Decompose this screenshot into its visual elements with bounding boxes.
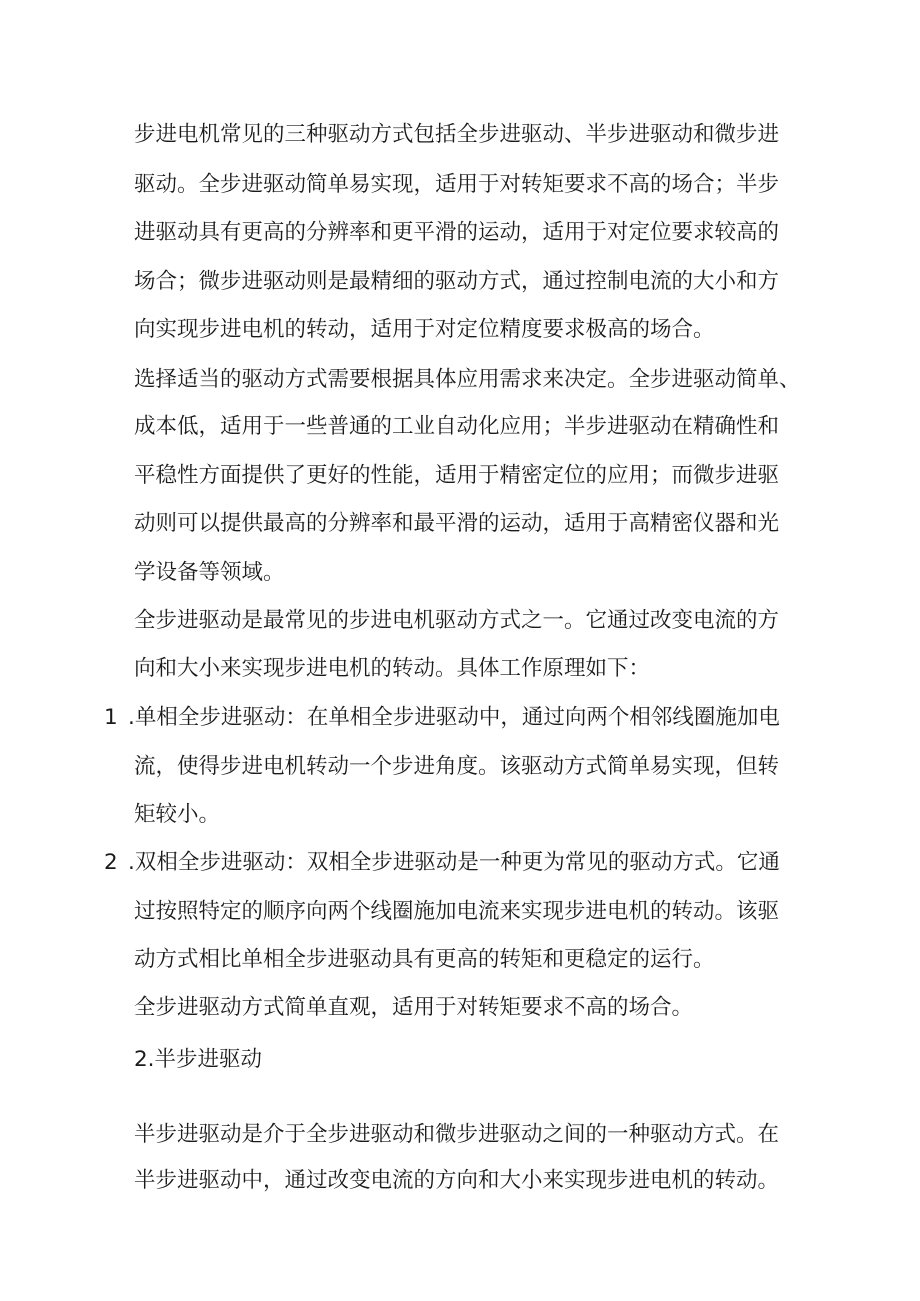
text-line: 流，使得步进电机转动一个步进角度。该驱动方式简单易实现，但转 bbox=[134, 754, 780, 779]
section-heading: 2.半步进驱动 bbox=[134, 1047, 263, 1072]
summary-line: 全步进驱动方式简单直观，适用于对转矩要求不高的场合。 bbox=[134, 995, 694, 1020]
list-number: 2 bbox=[104, 850, 118, 875]
text-line: 学设备等领域。 bbox=[134, 560, 285, 585]
text-line: 步进电机常见的三种驱动方式包括全步进驱动、半步进驱动和微步进 bbox=[134, 122, 780, 147]
text-line: 驱动。全步进驱动简单易实现，适用于对转矩要求不高的场合；半步 bbox=[134, 172, 780, 197]
text-line: 半步进驱动是介于全步进驱动和微步进驱动之间的一种驱动方式。在 bbox=[134, 1122, 780, 1147]
text-line: 平稳性方面提供了更好的性能，适用于精密定位的应用；而微步进驱 bbox=[134, 463, 780, 488]
text-line: 进驱动具有更高的分辨率和更平滑的运动，适用于对定位要求较高的 bbox=[134, 220, 780, 245]
text-line: 场合；微步进驱动则是最精细的驱动方式，通过控制电流的大小和方 bbox=[134, 269, 780, 294]
text-line: 半步进驱动中，通过改变电流的方向和大小来实现步进电机的转动。 bbox=[134, 1168, 780, 1193]
text-line: 矩较小。 bbox=[134, 802, 221, 827]
text-line: 选择适当的驱动方式需要根据具体应用需求来决定。全步进驱动简单、 bbox=[134, 367, 801, 392]
text-line: 向和大小来实现步进电机的转动。具体工作原理如下： bbox=[134, 656, 651, 681]
text-line: .单相全步进驱动：在单相全步进驱动中，通过向两个相邻线圈施加电 bbox=[128, 705, 780, 730]
text-line: 动则可以提供最高的分辨率和最平滑的运动，适用于高精密仪器和光 bbox=[134, 511, 780, 536]
text-line: 成本低，适用于一些普通的工业自动化应用；半步进驱动在精确性和 bbox=[134, 414, 780, 439]
text-line: .双相全步进驱动：双相全步进驱动是一种更为常见的驱动方式。它通 bbox=[128, 850, 780, 875]
list-number: 1 bbox=[104, 705, 118, 730]
text-line: 全步进驱动是最常见的步进电机驱动方式之一。它通过改变电流的方 bbox=[134, 608, 780, 633]
text-line: 动方式相比单相全步进驱动具有更高的转矩和更稳定的运行。 bbox=[134, 947, 715, 972]
text-line: 向实现步进电机的转动，适用于对定位精度要求极高的场合。 bbox=[134, 317, 715, 342]
text-line: 过按照特定的顺序向两个线圈施加电流来实现步进电机的转动。该驱 bbox=[134, 899, 780, 924]
